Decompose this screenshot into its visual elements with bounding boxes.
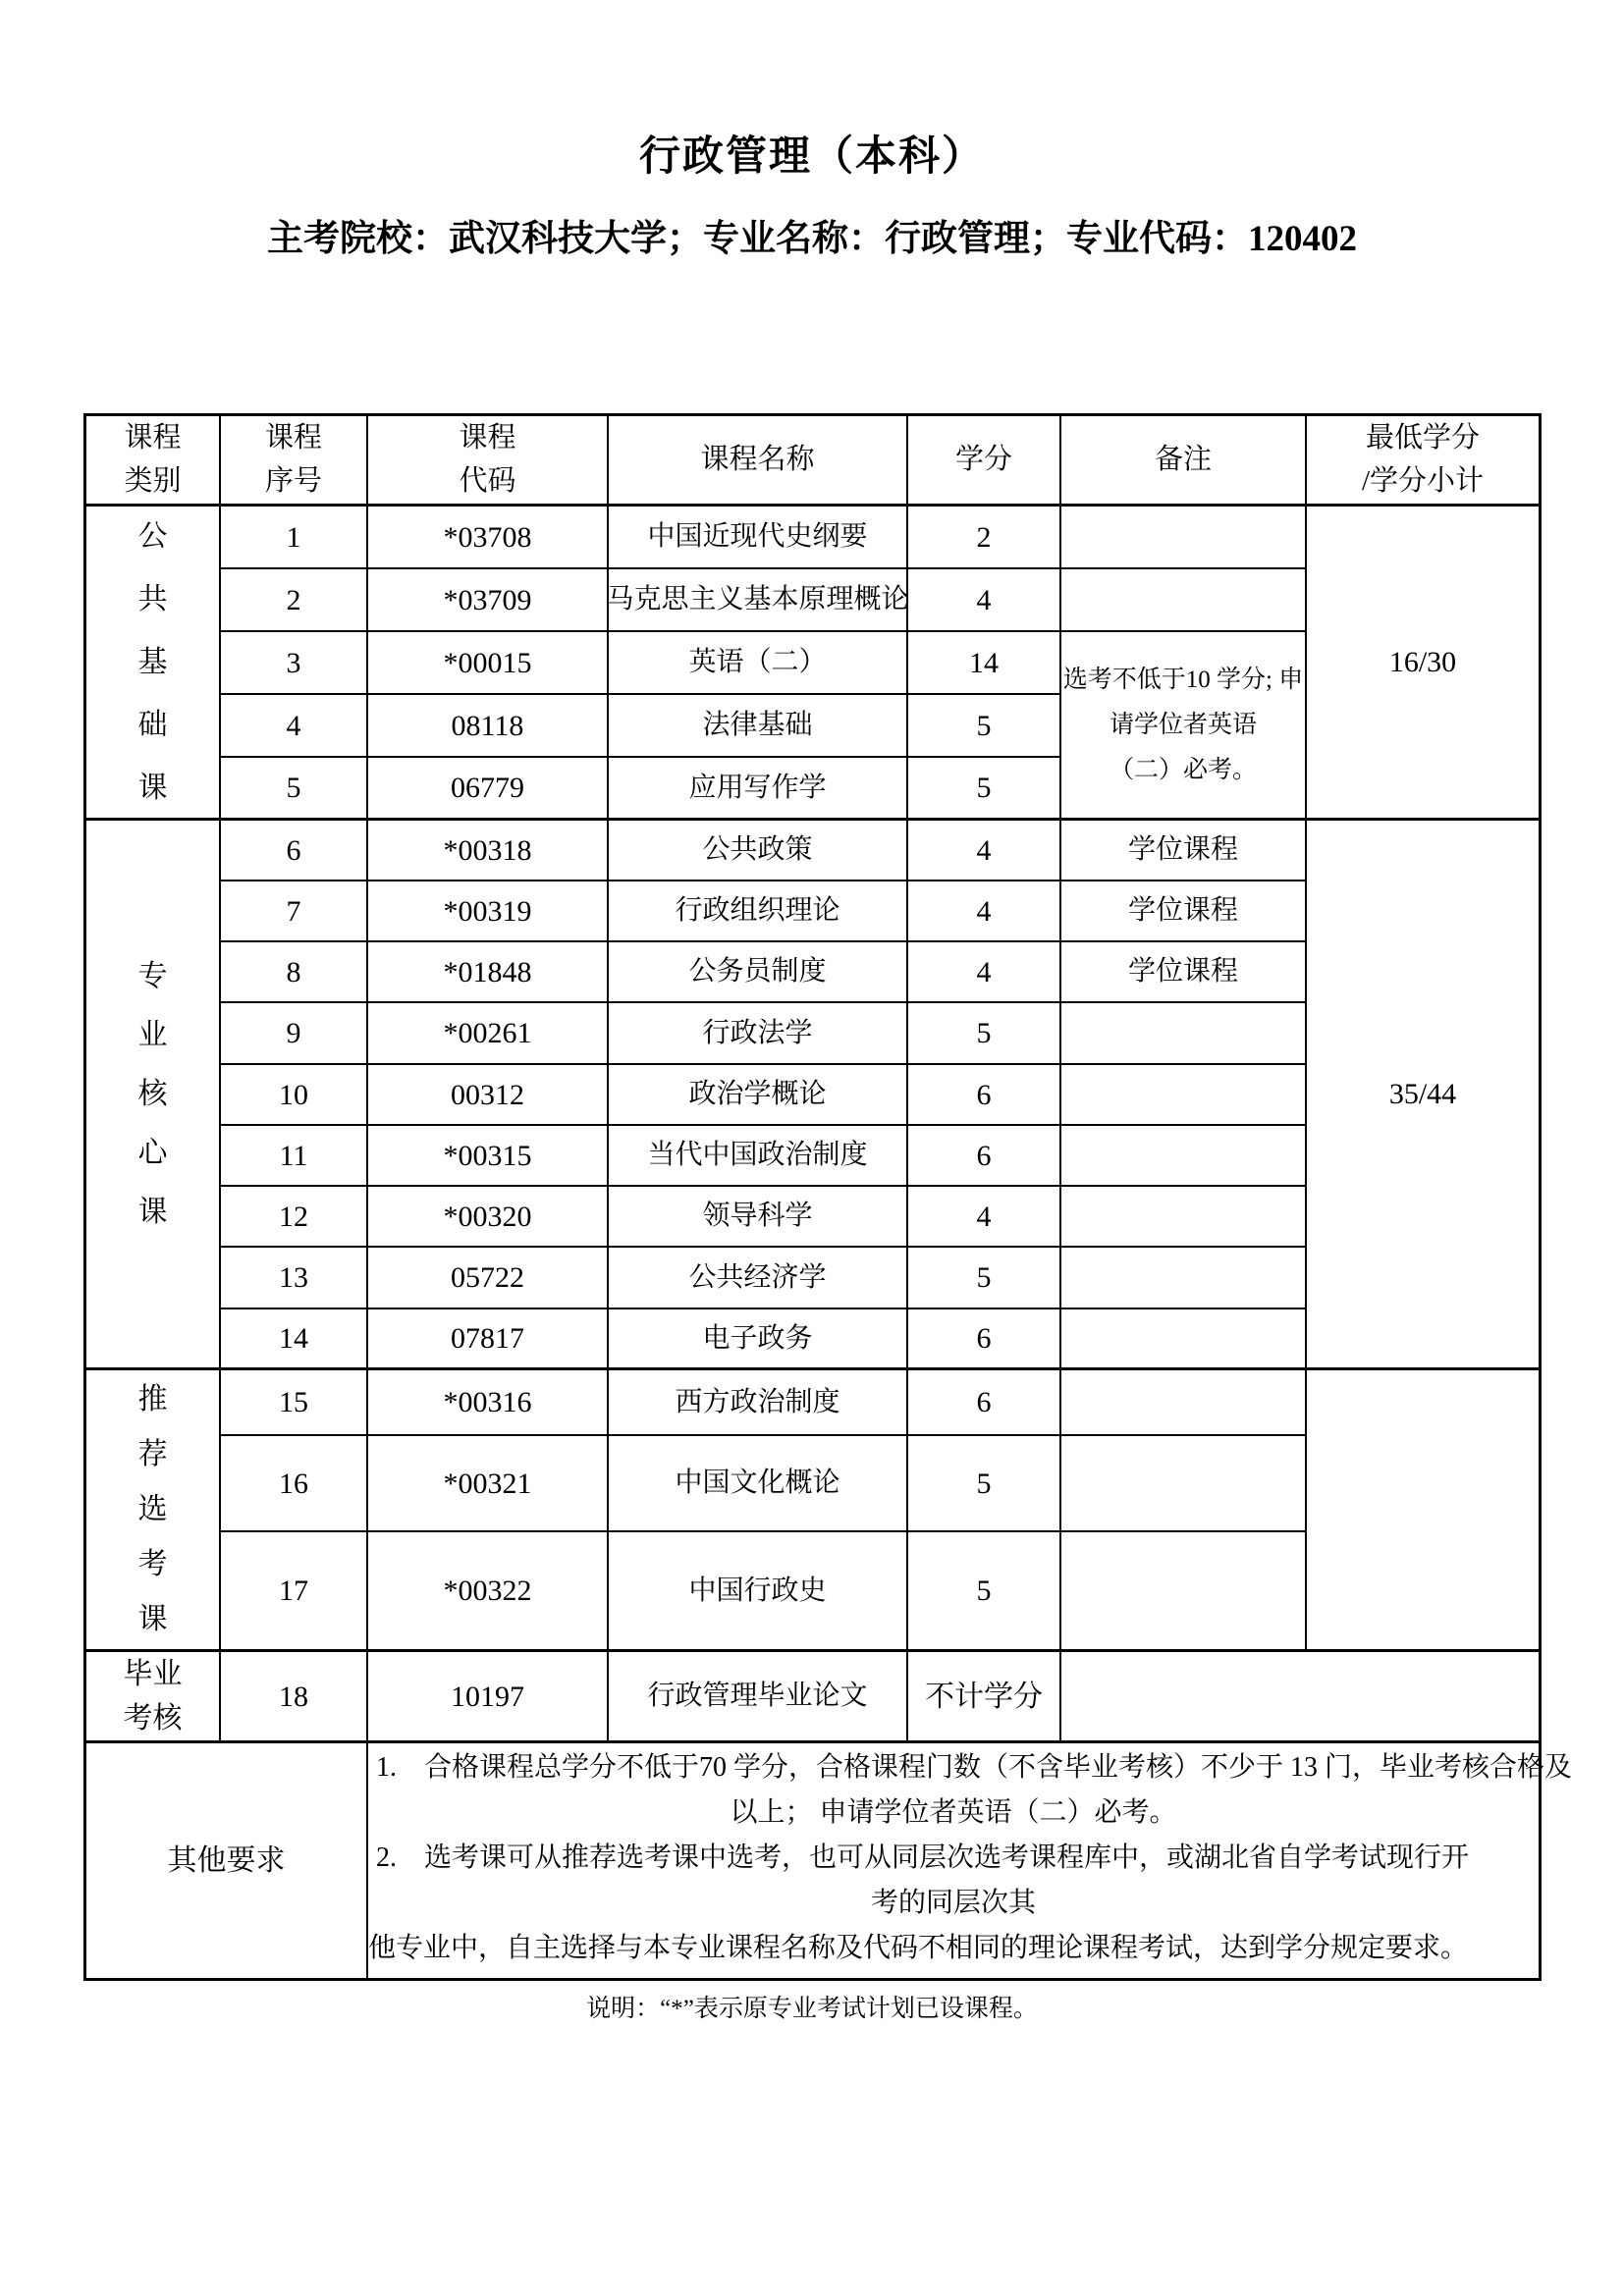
course-seq: 11 (221, 1126, 368, 1187)
course-name: 公共经济学 (609, 1248, 908, 1309)
section-remark: 选考不低于10 学分; 申 请学位者英语 （二）必考。 (1061, 632, 1307, 821)
category-label: 专业核心课 (86, 821, 221, 1370)
course-remark (1061, 1248, 1307, 1309)
course-remark (1061, 1065, 1307, 1126)
course-seq: 12 (221, 1187, 368, 1248)
course-seq: 8 (221, 942, 368, 1003)
page-title: 行政管理（本科） (638, 134, 985, 180)
header-code-cell: 课程代码 (368, 416, 609, 507)
course-credits: 6 (908, 1370, 1061, 1436)
course-remark: 学位课程 (1061, 942, 1307, 1003)
course-plan-table (83, 413, 1573, 1981)
category-label: 公共基础课 (86, 507, 221, 821)
header-min-credits-cell: 最低学分 /学分小计 (1307, 416, 1539, 507)
header-remark-cell: 备注 (1061, 416, 1307, 507)
course-credits: 4 (908, 821, 1061, 881)
course-code: *00320 (368, 1187, 609, 1248)
min-credits-cell: 35/44 (1307, 821, 1539, 1370)
course-credits: 不计学分 (908, 1652, 1061, 1743)
course-seq: 5 (221, 758, 368, 821)
course-remark: 学位课程 (1061, 881, 1307, 942)
course-credits: 4 (908, 569, 1061, 632)
course-name: 公共政策 (609, 821, 908, 881)
course-seq: 9 (221, 1003, 368, 1065)
course-seq: 6 (221, 821, 368, 881)
course-credits: 5 (908, 1436, 1061, 1532)
min-credits-cell: 16/30 (1307, 507, 1539, 821)
course-code: 06779 (368, 758, 609, 821)
course-code: *00318 (368, 821, 609, 881)
course-code: *01848 (368, 942, 609, 1003)
course-name: 应用写作学 (609, 758, 908, 821)
course-code: *00322 (368, 1532, 609, 1652)
course-credits: 5 (908, 1248, 1061, 1309)
course-name: 公务员制度 (609, 942, 908, 1003)
course-seq: 18 (221, 1652, 368, 1743)
course-remark (1061, 1003, 1307, 1065)
course-seq: 14 (221, 1309, 368, 1370)
course-credits: 6 (908, 1126, 1061, 1187)
other-requirements-label: 其他要求 (86, 1743, 368, 1978)
course-code: *00316 (368, 1370, 609, 1436)
course-name: 行政管理毕业论文 (609, 1652, 908, 1743)
course-name: 行政法学 (609, 1003, 908, 1065)
course-code: 10197 (368, 1652, 609, 1743)
course-code: *03708 (368, 507, 609, 569)
course-code: *00261 (368, 1003, 609, 1065)
course-code: *03709 (368, 569, 609, 632)
course-credits: 4 (908, 1187, 1061, 1248)
course-name: 行政组织理论 (609, 881, 908, 942)
course-code: *00319 (368, 881, 609, 942)
course-code: 00312 (368, 1065, 609, 1126)
course-code: 05722 (368, 1248, 609, 1309)
course-credits: 14 (908, 632, 1061, 695)
course-credits: 5 (908, 758, 1061, 821)
course-code: 07817 (368, 1309, 609, 1370)
header-seq-cell: 课程序号 (221, 416, 368, 507)
course-seq: 10 (221, 1065, 368, 1126)
course-name: 中国文化概论 (609, 1436, 908, 1532)
course-credits: 6 (908, 1065, 1061, 1126)
course-credits: 4 (908, 942, 1061, 1003)
course-remark (1061, 569, 1307, 632)
course-seq: 3 (221, 632, 368, 695)
header-category-cell: 课程类别 (86, 416, 221, 507)
category-label: 毕业考核 (86, 1652, 221, 1743)
course-name: 政治学概论 (609, 1065, 908, 1126)
course-name: 西方政治制度 (609, 1370, 908, 1436)
course-remark (1061, 1126, 1307, 1187)
course-credits: 5 (908, 695, 1061, 758)
header-credits-cell: 学分 (908, 416, 1061, 507)
course-name: 电子政务 (609, 1309, 908, 1370)
course-seq: 2 (221, 569, 368, 632)
course-name: 当代中国政治制度 (609, 1126, 908, 1187)
course-remark (1061, 1187, 1307, 1248)
course-remark (1061, 1309, 1307, 1370)
course-remark (1061, 1436, 1307, 1532)
course-credits: 6 (908, 1309, 1061, 1370)
course-remark (1061, 507, 1307, 569)
course-seq: 15 (221, 1370, 368, 1436)
course-name: 法律基础 (609, 695, 908, 758)
course-remark (1061, 1370, 1307, 1436)
min-credits-cell (1307, 1370, 1539, 1652)
page-subtitle: 主考院校：武汉科技大学；专业名称：行政管理；专业代码：120402 (267, 219, 1357, 259)
course-seq: 13 (221, 1248, 368, 1309)
course-credits: 2 (908, 507, 1061, 569)
course-code: *00315 (368, 1126, 609, 1187)
course-credits: 4 (908, 881, 1061, 942)
course-remark (1061, 1532, 1307, 1652)
course-code: 08118 (368, 695, 609, 758)
course-seq: 16 (221, 1436, 368, 1532)
course-seq: 17 (221, 1532, 368, 1652)
course-seq: 1 (221, 507, 368, 569)
category-label: 推荐选考课 (86, 1370, 221, 1652)
header-name-cell: 课程名称 (609, 416, 908, 507)
course-credits: 5 (908, 1003, 1061, 1065)
course-seq: 7 (221, 881, 368, 942)
footnote: 说明：“*”表示原专业考试计划已设课程。 (586, 1996, 1038, 2022)
course-code: *00015 (368, 632, 609, 695)
course-code: *00321 (368, 1436, 609, 1532)
course-name: 马克思主义基本原理概论 (609, 569, 908, 632)
other-requirements-text: 1. 合格课程总学分不低于70 学分，合格课程门数（不含毕业考核）不少于 13 门，毕业考核合格及 以上； 申请学位者英语（二）必考。 2. 选考课可从推荐选考课中选考，也可从同层次选考课程库中，或湖北省自学考试现行开 考的同层次其 他专业中，自主选择与本专业课程名称及代码不相同的理论课程考试，达到学分规定要求。 (368, 1752, 1573, 1963)
course-seq: 4 (221, 695, 368, 758)
course-credits: 5 (908, 1532, 1061, 1652)
course-name: 领导科学 (609, 1187, 908, 1248)
course-name: 英语（二） (609, 632, 908, 695)
course-remark (1061, 1652, 1539, 1743)
course-name: 中国行政史 (609, 1532, 908, 1652)
course-name: 中国近现代史纲要 (609, 507, 908, 569)
course-remark: 学位课程 (1061, 821, 1307, 881)
